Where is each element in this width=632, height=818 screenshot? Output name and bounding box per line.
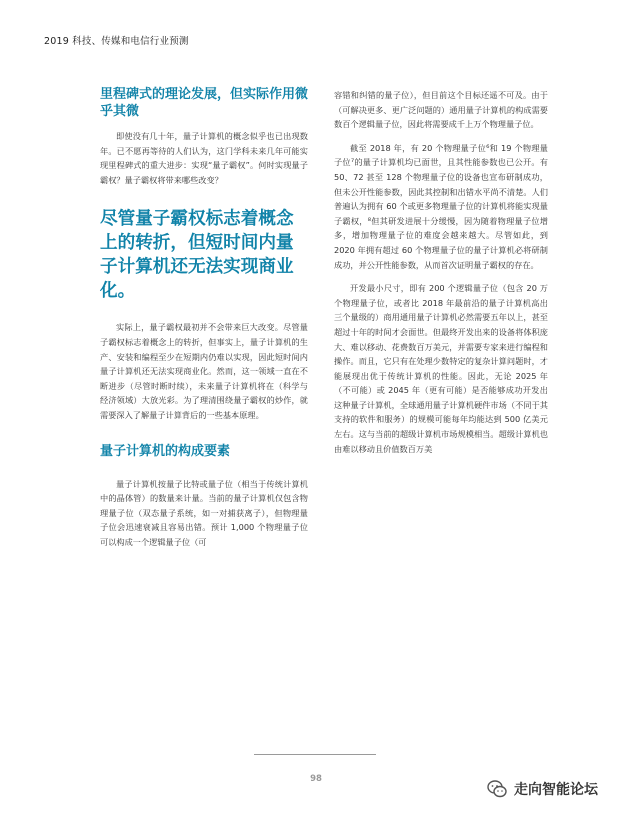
left-column xyxy=(100,86,308,550)
paragraph-2018-status: 截至 2018 年，有 20 个物理量子位⁶和 19 个物理量子位⁷的量子计算机均已面世，且其性能参数也已公开。有 50、72 甚至 128 个物理量子位的设备也宣布研制成功，但未公开性能参数，因此其控制和出错水平尚不清楚。人们普遍认为拥有 60 个或更多物理量子位的计算机将能实现量子霸权，⁸但其研发进展十分缓慢，因为随着物理量子位增多，增加物理量子位的难度会越来越大。尽管如此，到 2020 年拥有超过 60 个物理量子位的量子计算机必将研制成功，并公开性能参数，从而首次证明量子霸权的存在。 xyxy=(334,142,548,270)
right-column xyxy=(334,88,548,456)
section-heading-components: 量子计算机的构成要素 xyxy=(100,443,231,459)
footer-divider xyxy=(254,754,376,755)
paragraph-continuation: 容错和纠错的量子位），但目前这个目标还遥不可及。由于（可解决更多、更广泛问题的）通用量子计算机的构成需要数百个逻辑量子位，因此将需要成千上万个物理量子位。 xyxy=(334,90,548,130)
page-number: 98 xyxy=(310,774,322,784)
paragraph-intro: 即使没有几十年，量子计算机的概念似乎也已出现数年。已不愿再等待的人们认为，这门学科未来几年可能实现里程碑式的重大进步：实现“量子霸权”。何时实现量子霸权？量子霸权将带来哪些改变？ xyxy=(100,131,308,185)
pull-quote-heading: 尽管量子霸权标志着概念上的转折，但短时间内量子计算机还无法实现商业化。 xyxy=(100,209,294,302)
section-heading-milestone: 里程碑式的理论发展，但实际作用微乎其微 xyxy=(100,87,309,119)
watermark xyxy=(486,778,598,800)
paragraph-supremacy: 实际上，量子霸权最初并不会带来巨大改变。尽管量子霸权标志着概念上的转折，但事实上，量子计算机的生产、安装和编程至少在短期内仍难以实现，因此短时间内量子计算机还无法实现商业化。然而，这一领域一直在不断进步（尽管时断时续），未来量子计算机将在（科学与经济领域）大放光彩。为了理清围绕量子霸权的炒作，就需要深入了解量子计算背后的一些基本原理。 xyxy=(100,322,308,420)
running-header: 2019 科技、传媒和电信行业预测 xyxy=(44,36,189,47)
wechat-logo-icon xyxy=(486,778,508,800)
paragraph-qubits: 量子计算机按量子比特或量子位（相当于传统计算机中的晶体管）的数量来计量。当前的量子计算机仅包含物理量子位（双态量子系统，如一对捕获离子），但物理量子位会迅速衰减且容易出错。预计 1,000 个物理量子位可以构成一个逻辑量子位（可 xyxy=(100,478,308,547)
paragraph-commercial-outlook: 开发最小尺寸，即有 200 个逻辑量子位（包含 20 万个物理量子位，或者比 2018 年最前沿的量子计算机高出三个量级的）商用通用量子计算机必然需要五年以上，甚至超过十年的时间才会面世。但最终开发出来的设备将体积庞大、难以移动、花费数百万美元，并需要专家来进行编程和操作。而且，它只有在处理少数特定的复杂计算问题时，才能展现出优于传统计算机的性能。因此，无论 2025 年（不可能）或 2045 年（更有可能）是否能够成功开发出这种量子计算机，全球通用量子计算机硬件市场（不同于其支持的软件和服务）的规模可能每年均能达到 500 亿美元左右。这与当前的超级计算机市场规模相当。超级计算机也由难以移动且价值数百万美 xyxy=(334,283,548,454)
watermark-text: 走向智能论坛 xyxy=(514,782,598,798)
